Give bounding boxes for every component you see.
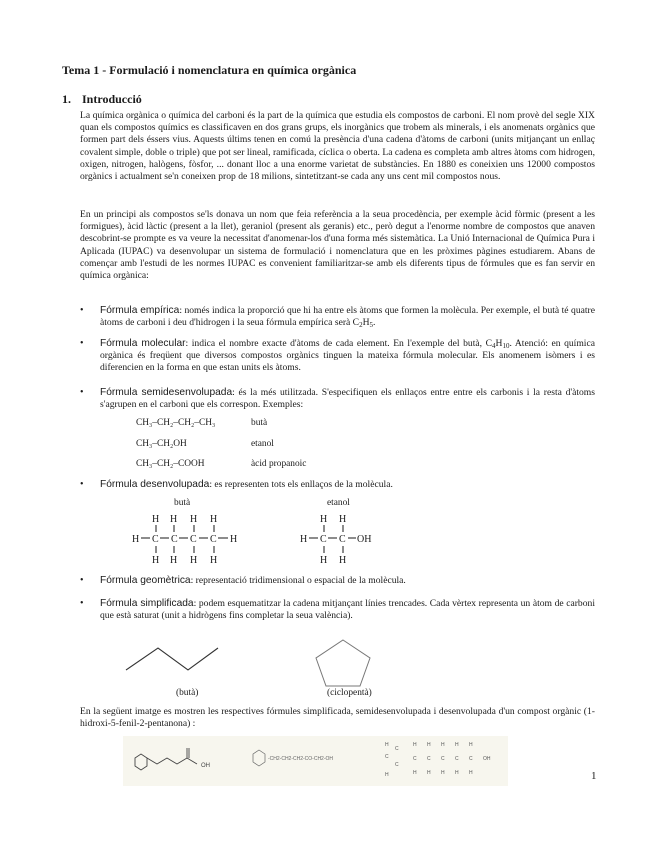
svg-text:C: C [339, 534, 346, 545]
svg-text:C: C [190, 534, 197, 545]
bullet-dot: • [80, 479, 84, 490]
bullet-dot: • [80, 338, 84, 349]
bullet-dot: • [80, 598, 84, 609]
svg-text:C: C [395, 762, 399, 768]
buta-label: butà [174, 498, 191, 508]
svg-text:H: H [320, 555, 328, 566]
svg-text:H: H [469, 770, 473, 776]
etanol-label: etanol [327, 498, 350, 508]
svg-text:C: C [469, 756, 473, 762]
svg-text:H: H [190, 555, 198, 566]
closing-paragraph: En la següent imatge es mostren les respectives fórmules simplificada, semidesenvolupada i desenvolupada d'un compost orgànic (1-hidroxi-5-fenil-2-pentanona) : [80, 706, 595, 730]
svg-text:H: H [441, 770, 445, 776]
example-formula: CH₃–CH₂–COOH [136, 459, 205, 469]
bullet-semidesenvolupada: • Fórmula semidesenvolupada: és la més utilitzada. S'especifiquen els enllaços entre entre els carbonis i la resta d'àtoms s'agrupen en el carboni que els correspon. Exemples: [80, 387, 596, 411]
svg-text:C: C [320, 534, 327, 545]
svg-text:C: C [152, 534, 159, 545]
svg-text:-CH2-CH2-CH2-CO-CH2-OH: -CH2-CH2-CH2-CO-CH2-OH [268, 756, 333, 762]
term-semidesenvolupada: Fórmula semidesenvolupada [100, 387, 233, 398]
svg-text:C: C [385, 754, 389, 760]
svg-text:H: H [152, 514, 160, 525]
ciclopenta-pentagon [310, 636, 376, 692]
bullet-molecular: • Fórmula molecular: indica el nombre exacte d'àtoms de cada element. En l'exemple del butà, $C_4H_{10}$. Atenció: en química orgànica és freqüent que diversos compostos orgànics tinguen la mateixa fórmula molecular. Els anomenem isòmers i es diferencien en la forma en que estan units els àtoms. [80, 338, 595, 374]
svg-text:H: H [230, 534, 238, 545]
svg-text:H: H [339, 555, 347, 566]
svg-text:H: H [455, 742, 459, 748]
svg-text:OH: OH [201, 763, 210, 769]
svg-text:H: H [210, 555, 218, 566]
example-row [136, 459, 307, 469]
svg-text:C: C [210, 534, 217, 545]
page-title: Tema 1 - Formulació i nomenclatura en química orgànica [62, 63, 357, 77]
example-name: etanol [251, 439, 274, 449]
term-desenvolupada: Fórmula desenvolupada [100, 479, 210, 490]
svg-text:H: H [210, 514, 218, 525]
example-formula: CH₃–CH₂–CH₂–CH₃ [136, 418, 216, 428]
svg-text:H: H [132, 534, 140, 545]
page-number: 1 [591, 770, 597, 782]
svg-text:H: H [320, 514, 328, 525]
svg-text:H: H [170, 514, 178, 525]
bullet-empirica: • Fórmula empírica: només indica la proporció que hi ha entre els àtoms que formen la molècula. Per exemple, el butà té quatre àtoms de carboni i deu d'hidrogen i la seua fórmula empírica serà $C_2H_5$. [80, 305, 595, 330]
example-formula: CH₃–CH₂OH [136, 439, 187, 449]
svg-text:H: H [469, 742, 473, 748]
example-name: butà [251, 418, 268, 428]
buta-caption: (butà) [176, 688, 199, 698]
svg-text:H: H [300, 534, 308, 545]
svg-text:C: C [395, 746, 399, 752]
section-number: 1. [62, 92, 71, 106]
svg-text:C: C [427, 756, 431, 762]
svg-text:H: H [427, 770, 431, 776]
svg-text:C: C [441, 756, 445, 762]
section-heading [62, 92, 142, 107]
svg-text:H: H [385, 772, 389, 778]
svg-text:H: H [455, 770, 459, 776]
compound-image [123, 736, 508, 786]
svg-text:H: H [413, 742, 417, 748]
term-empirica: Fórmula empírica [100, 305, 180, 316]
bullet-geometrica: • Fórmula geomètrica: representació tridimensional o espacial de la molècula. [80, 575, 406, 586]
term-geometrica: Fórmula geomètrica [100, 575, 191, 586]
buta-zigzag [120, 640, 230, 685]
ciclopenta-caption: (ciclopentà) [327, 688, 372, 698]
bullet-dot: • [80, 575, 84, 586]
svg-text:H: H [339, 514, 347, 525]
svg-text:OH: OH [483, 756, 491, 762]
term-molecular: Fórmula molecular [100, 338, 186, 349]
example-row [136, 418, 268, 428]
svg-text:C: C [413, 756, 417, 762]
section-title: Introducció [82, 92, 142, 106]
svg-text:OH: OH [357, 534, 372, 545]
svg-text:H: H [170, 555, 178, 566]
svg-text:H: H [413, 770, 417, 776]
intro-paragraph-2: En un principi als compostos se'ls donava un nom que feia referència a la seua procedència, per exemple àcid fòrmic (present a les formigues), àcid làctic (present a la llet), geraniol (present als geranis) etc., però degut a l'enorme nombre de compostos que anaven descobrint-se prompte es va veure la necessitat d'anomenar-los d'una forma més sistemàtica. La Unió Internacional de Química Pura i Aplicada (IUPAC) va desenvolupar un sistema de formulació i nomenclatura que en les pròximes pàgines estudiarem. Abans de començar amb l'estudi de les normes IUPAC es convenient familiaritzar-se amb els diferents tipus de fórmules que es fan servir en química orgànica: [80, 209, 595, 282]
example-name: àcid propanoic [251, 459, 307, 469]
svg-text:H: H [152, 555, 160, 566]
svg-text:C: C [171, 534, 178, 545]
term-simplificada: Fórmula simplificada [100, 598, 194, 609]
example-row [136, 439, 274, 449]
bullet-dot: • [80, 305, 84, 316]
svg-text:H: H [385, 742, 389, 748]
svg-text:H: H [427, 742, 431, 748]
bullet-dot: • [80, 387, 84, 398]
buta-structure [128, 510, 248, 568]
svg-text:H: H [441, 742, 445, 748]
svg-text:H: H [190, 514, 198, 525]
bullet-desenvolupada: • Fórmula desenvolupada: es representen tots els enllaços de la molècula. [80, 479, 393, 490]
bullet-simplificada: • Fórmula simplificada: podem esquematitzar la cadena mitjançant línies trencades. Cada vèrtex representa un àtom de carboni que està saturat (unit a hidrògens fins completar la seua valència). [80, 598, 595, 622]
etanol-structure [296, 510, 386, 568]
intro-paragraph-1: La química orgànica o química del carboni és la part de la química que estudia els compostos de carboni. El nom provè del segle XIX quan els compostos químics es classificaven en dos grans grups, els inorgànics que trobem als minerals, i els anomenats orgànics que formen part dels éssers vius. Aquests últims tenen en comú la presència d'una cadena d'àtoms de carboni (units mitjançant un enllaç covalent simple, doble o triple) que pot ser lineal, ramificada, cíclica o oberta. La cadena es completa amb altres àtoms com hidrogen, oxigen, nitrogen, halògens, fòsfor, ... donant lloc a una enorme varietat de substàncies. En 1880 es coneixien uns 12000 compostos orgànics i actualment se'n coneixen prop de 18 milions, sintetitzant-se cada any uns cent mil compostos nous. [80, 110, 595, 183]
svg-text:C: C [455, 756, 459, 762]
